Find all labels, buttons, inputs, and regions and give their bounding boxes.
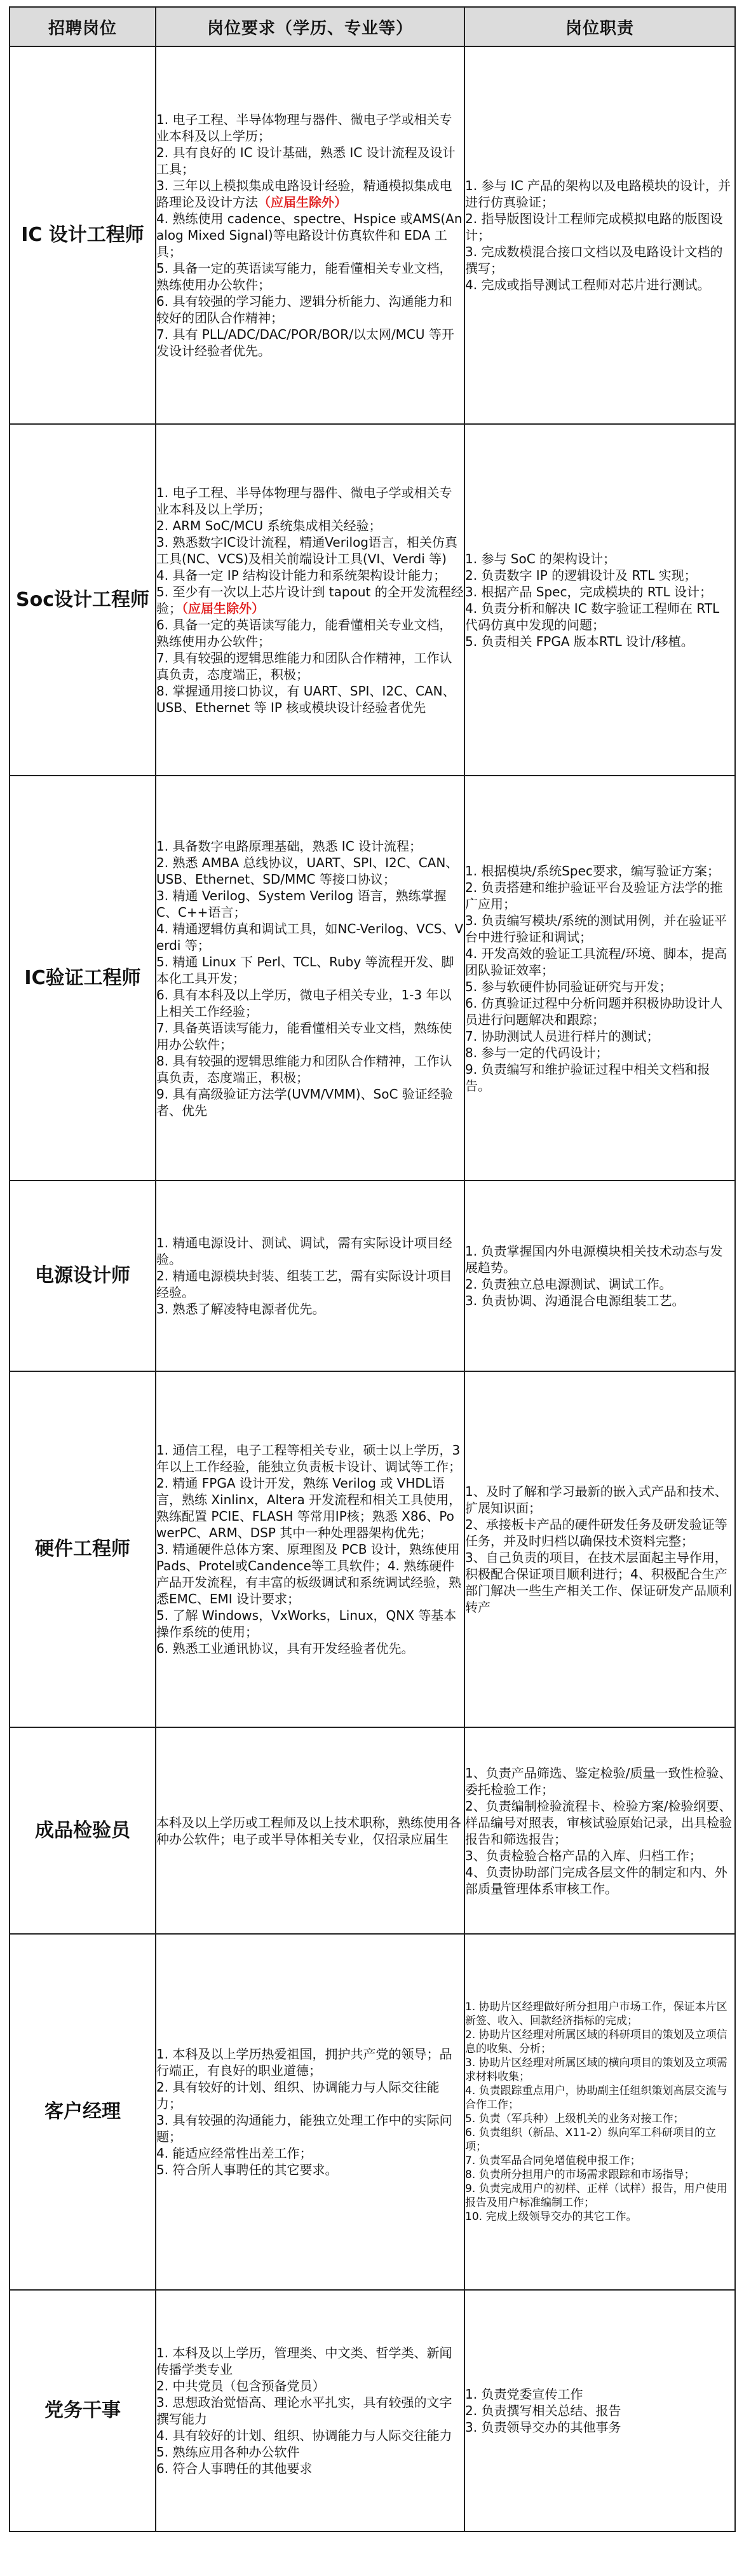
job-duties xyxy=(464,1371,735,1727)
requirement-line: 1. 具备数字电路原理基础，熟悉 IC 设计流程； xyxy=(156,838,423,854)
job-duties xyxy=(464,2290,735,2531)
recruitment-table xyxy=(9,6,736,2532)
job-duties xyxy=(464,424,735,776)
requirement-line: 7. 具有较强的逻辑思维能力和团队合作精神，工作认真负责，态度端正，积极； xyxy=(156,650,452,682)
duty-line: 3. 协助片区经理对所属区域的横向项目的策划及立项需求材料收集； xyxy=(465,2057,727,2083)
duty-line: 4. 开发高效的验证工具流程/环境、脚本，提高团队验证效率； xyxy=(465,945,727,978)
job-row-product-inspector xyxy=(10,1727,735,1934)
requirement-line: 1. 精通电源设计、测试、调试，需有实际设计项目经验。 xyxy=(156,1235,452,1267)
duty-line: 3. 负责领导交办的其他事务 xyxy=(465,2420,621,2435)
job-row-power-design xyxy=(10,1181,735,1371)
requirement-line: 5. 具备一定的英语读写能力，能看懂相关专业文档，熟练使用办公软件； xyxy=(156,261,452,292)
job-duties xyxy=(464,1181,735,1371)
job-requirements xyxy=(156,2290,464,2531)
requirement-line: 2. ARM SoC/MCU 系统集成相关经验； xyxy=(156,517,382,533)
job-title: 客户经理 xyxy=(10,1934,156,2290)
job-title: IC验证工程师 xyxy=(10,776,156,1181)
job-title: Soc设计工程师 xyxy=(10,424,156,776)
job-title: 电源设计师 xyxy=(10,1181,156,1371)
job-row-soc-design xyxy=(10,424,735,776)
duty-line: 1. 参与 IC 产品的架构以及电路模块的设计，并进行仿真验证； xyxy=(465,178,731,210)
duty-line: 3. 负责协调、沟通混合电源组装工艺。 xyxy=(465,1293,685,1308)
job-duties xyxy=(464,1727,735,1934)
job-row-account-manager xyxy=(10,1934,735,2290)
job-title: IC 设计工程师 xyxy=(10,46,156,424)
job-requirements xyxy=(156,1934,464,2290)
duty-line: 5. 负责（军兵种）上级机关的业务对接工作； xyxy=(465,2113,684,2125)
duty-line: 3. 负责编写模块/系统的测试用例，并在验证平台中进行验证和调试； xyxy=(465,912,727,945)
duty-line: 4. 负责跟踪重点用户，协助副主任组织策划高层交流与合作工作； xyxy=(465,2085,727,2111)
duty-line: 2. 负责独立总电源测试、调试工作。 xyxy=(465,1277,672,1292)
requirement-line: 6. 熟悉工业通讯协议，具有开发经验者优先。 xyxy=(156,1641,414,1656)
duty-line: 3、自己负责的项目，在技术层面起主导作用，积极配合保证项目顺利进行；4、积极配合生产部门解决一些生产相关工作、保证研发产品顺利转产 xyxy=(465,1550,732,1615)
header-duties: 岗位职责 xyxy=(464,7,735,46)
requirement-line: 5. 熟练应用各种办公软件 xyxy=(156,2444,300,2460)
requirement-line: 3. 思想政治觉悟高、理论水平扎实，具有较强的文字撰写能力 xyxy=(156,2395,452,2427)
duty-line: 1、负责产品筛选、鉴定检验/质量一致性检验、委托检验工作； xyxy=(465,1765,732,1797)
requirement-line: 3. 熟悉了解凌特电源者优先。 xyxy=(156,1301,325,1317)
requirement-line: 3. 具有较强的沟通能力，能独立处理工作中的实际问题； xyxy=(156,2113,452,2144)
job-duties xyxy=(464,776,735,1181)
requirement-line: 8. 掌握通用接口协议，有 UART、SPI、I2C、CAN、USB、Ethernet 等 IP 核或模块设计经验者优先 xyxy=(156,683,456,715)
duty-line: 3. 完成数模混合接口文档以及电路设计文档的撰写； xyxy=(465,244,723,276)
duty-line: 9. 负责完成用户的初样、正样（试样）报告，用户使用报告及用户标准编制工作； xyxy=(465,2182,727,2209)
table-header-row xyxy=(10,7,735,46)
requirement-line: 9. 具有高级验证方法学(UVM/VMM)、SoC 验证经验者、优先 xyxy=(156,1086,453,1118)
duty-line: 7. 负责军品合同免增值税申报工作； xyxy=(465,2155,641,2167)
requirement-line: 1. 电子工程、半导体物理与器件、微电子学或相关专业本科及以上学历； xyxy=(156,484,452,517)
duty-line: 2. 协助片区经理对所属区域的科研项目的策划及立项信息的收集、分析； xyxy=(465,2029,727,2055)
requirement-line: 5. 了解 Windows，VxWorks，Linux，QNX 等基本操作系统的使用； xyxy=(156,1608,457,1640)
duty-line: 1. 协助片区经理做好所分担用户市场工作，保证本片区新签、收入、回款经济指标的完成； xyxy=(465,2001,727,2027)
requirement-line: 4. 具有较好的计划、组织、协调能力与人际交往能力 xyxy=(156,2428,452,2443)
job-requirements xyxy=(156,46,464,424)
job-requirements xyxy=(156,1371,464,1727)
requirement-line: 2. 精通电源模块封装、组装工艺，需有实际设计项目经验。 xyxy=(156,1268,452,1300)
duty-line: 2. 负责撰写相关总结、报告 xyxy=(465,2403,621,2418)
requirement-line: 8. 具有较强的逻辑思维能力和团队合作精神，工作认真负责，态度端正，积极； xyxy=(156,1053,452,1085)
job-duties xyxy=(464,46,735,424)
requirement-line: 5. 精通 Linux 下 Perl、TCL、Ruby 等流程开发、脚本化工具开发； xyxy=(156,954,454,986)
duty-line: 10. 完成上级领导交办的其它工作。 xyxy=(465,2210,637,2223)
duty-line: 5. 参与软硬件协同验证研究与开发； xyxy=(465,978,672,994)
job-title: 党务干事 xyxy=(10,2290,156,2531)
requirement-line: 5. 符合所人事聘任的其它要求。 xyxy=(156,2162,338,2177)
requirement-line: 3. 熟悉数字IC设计流程，精通Verilog语言，相关仿真工具(NC、VCS)及相关前端设计工具(VI、Verdi 等) xyxy=(156,534,458,566)
requirement-line: 3. 精通硬件总体方案、原理图及 PCB 设计，熟练使用Pads、Protel或Candence等工具软件；4. 熟练硬件产品开发流程，有丰富的板级调试和系统调试经验，熟悉EMC、EMI 设计要求； xyxy=(156,1542,461,1607)
requirement-line xyxy=(156,177,464,210)
requirement-line: 4. 熟练使用 cadence、spectre、Hspice 或AMS(Analog Mixed Signal)等电路设计仿真软件和 EDA 工具； xyxy=(156,211,463,259)
duty-line: 1. 负责党委宣传工作 xyxy=(465,2387,583,2402)
requirement-line: 6. 符合人事聘任的其他要求 xyxy=(156,2461,313,2476)
job-requirements xyxy=(156,776,464,1181)
job-row-ic-verification xyxy=(10,776,735,1181)
duty-line: 3、负责检验合格产品的入库、归档工作； xyxy=(465,1847,702,1863)
duty-line: 2. 负责搭建和维护验证平台及验证方法学的推广应用； xyxy=(465,879,723,912)
requirement-line: 4. 能适应经常性出差工作； xyxy=(156,2146,313,2161)
duty-line: 4. 完成或指导测试工程师对芯片进行测试。 xyxy=(465,277,710,292)
requirement-line: 2. 中共党员（包含预备党员） xyxy=(156,2378,325,2394)
job-row-ic-design xyxy=(10,46,735,424)
duty-line: 2. 指导版图设计工程师完成模拟电路的版图设计； xyxy=(465,211,723,243)
fresh-graduate-exception-note: （应届生除外） xyxy=(182,600,264,616)
requirement-line: 6. 具有较强的学习能力、逻辑分析能力、沟通能力和较好的团队合作精神； xyxy=(156,294,452,325)
job-title: 成品检验员 xyxy=(10,1727,156,1934)
duty-line: 9. 负责编写和维护验证过程中相关文档和报告。 xyxy=(465,1061,710,1093)
duty-line: 7. 协助测试人员进行样片的测试； xyxy=(465,1028,659,1044)
job-requirements xyxy=(156,1181,464,1371)
fresh-graduate-exception-note: （应届生除外） xyxy=(258,195,347,210)
job-requirements xyxy=(156,1727,464,1934)
requirement-line: 6. 具有本科及以上学历，微电子相关专业，1-3 年以上相关工作经验； xyxy=(156,987,452,1019)
duty-line: 8. 参与一定的代码设计； xyxy=(465,1045,609,1060)
duty-line: 6. 仿真验证过程中分析问题并积极协助设计人员进行问题解决和跟踪； xyxy=(465,995,723,1027)
requirement-line: 6. 具备一定的英语读写能力，能看懂相关专业文档，熟练使用办公软件； xyxy=(156,617,452,649)
requirement-line: 2. 熟悉 AMBA 总线协议，UART、SPI、I2C、CAN、USB、Ethernet、SD/MMC 等接口协议； xyxy=(156,854,459,887)
header-position: 招聘岗位 xyxy=(10,7,156,46)
requirement-text: 5. 至少有一次以上芯片设计到 tapout 的全开发流程经验；（应届生除外） xyxy=(156,584,464,616)
requirement-text: 3. 三年以上模拟集成电路设计经验，精通模拟集成电路理论及设计方法（应届生除外） xyxy=(156,178,452,210)
duty-line: 1. 负责掌握国内外电源模块相关技术动态与发展趋势。 xyxy=(465,1243,723,1275)
duty-line: 6. 负责组织（新品、X11-2）纵向军工科研项目的立项； xyxy=(465,2127,716,2153)
job-row-party-affairs xyxy=(10,2290,735,2531)
header-requirements: 岗位要求（学历、专业等） xyxy=(156,7,464,46)
requirement-line: 1. 电子工程、半导体物理与器件、微电子学或相关专业本科及以上学历； xyxy=(156,112,452,144)
job-duties xyxy=(464,1934,735,2290)
job-requirements xyxy=(156,424,464,776)
duty-line: 4. 负责分析和解决 IC 数字验证工程师在 RTL 代码仿真中发现的问题； xyxy=(465,600,720,633)
job-title: 硬件工程师 xyxy=(10,1371,156,1727)
requirement-line: 2. 精通 FPGA 设计开发，熟练 Verilog 或 VHDL语言，熟练 Xinlinx，Altera 开发流程和相关工具使用，熟练配置 PCIE、FLASH 等常用IP核；熟悉 X86、PowerPC、ARM、DSP 其中一种处理器架构优先； xyxy=(156,1476,462,1540)
requirement-line: 1. 本科及以上学历，管理类、中文类、哲学类、新闻传播学类专业 xyxy=(156,2345,452,2377)
requirement-line: 2. 具有较好的计划、组织、协调能力与人际交往能力； xyxy=(156,2079,440,2111)
duty-line: 1、及时了解和学习最新的嵌入式产品和技术、扩展知识面； xyxy=(465,1484,727,1516)
duty-line: 2. 负责数字 IP 的逻辑设计及 RTL 实现； xyxy=(465,567,697,583)
requirement-line: 1. 通信工程，电子工程等相关专业，硕士以上学历，3 年以上工作经验，能独立负责板卡设计、调试等工作； xyxy=(156,1442,461,1474)
requirement-line: 2. 具有良好的 IC 设计基础，熟悉 IC 设计流程及设计工具； xyxy=(156,145,456,177)
job-row-hardware xyxy=(10,1371,735,1727)
requirement-line: 7. 具有 PLL/ADC/DAC/POR/BOR/以太网/MCU 等开发设计经验者优先。 xyxy=(156,327,454,359)
duty-line: 2、负责编制检验流程卡、检验方案/检验纲要、样品编号对照表，审核试验原始记录，出具检验报告和筛选报告； xyxy=(465,1798,732,1847)
duty-line: 3. 根据产品 Spec，完成模块的 RTL 设计； xyxy=(465,584,713,599)
requirement-line: 7. 具备英语读写能力，能看懂相关专业文档，熟练使用办公软件； xyxy=(156,1020,452,1052)
duty-line: 8. 负责所分担用户的市场需求跟踪和市场指导； xyxy=(465,2168,695,2181)
requirement-line: 3. 精通 Verilog、System Verilog 语言，熟练掌握 C、C++语言； xyxy=(156,887,447,920)
duty-line: 2、承接板卡产品的硬件研发任务及研发验证等任务，并及时归档以确保技术资料完整； xyxy=(465,1517,727,1549)
requirement-line: 4. 精通逻辑仿真和调试工具，如NC-Verilog、VCS、Verdi 等； xyxy=(156,921,464,953)
duty-line: 5. 负责相关 FPGA 版本RTL 设计/移植。 xyxy=(465,633,694,649)
duty-line: 4、负责协助部门完成各层文件的制定和内、外部质量管理体系审核工作。 xyxy=(465,1864,727,1896)
requirement-line: 1. 本科及以上学历热爱祖国，拥护共产党的领导；品行端正，有良好的职业道德； xyxy=(156,2046,452,2078)
requirement-line: 本科及以上学历或工程师及以上技术职称，熟练使用各种办公软件；电子或半导体相关专业，仅招录应届生 xyxy=(156,1814,461,1847)
duty-line: 1. 根据模块/系统Spec要求，编写验证方案； xyxy=(465,863,720,879)
requirement-line: 4. 具备一定 IP 结构设计能力和系统架构设计能力； xyxy=(156,567,447,583)
requirement-line xyxy=(156,584,464,617)
duty-line: 1. 参与 SoC 的架构设计； xyxy=(465,551,616,566)
